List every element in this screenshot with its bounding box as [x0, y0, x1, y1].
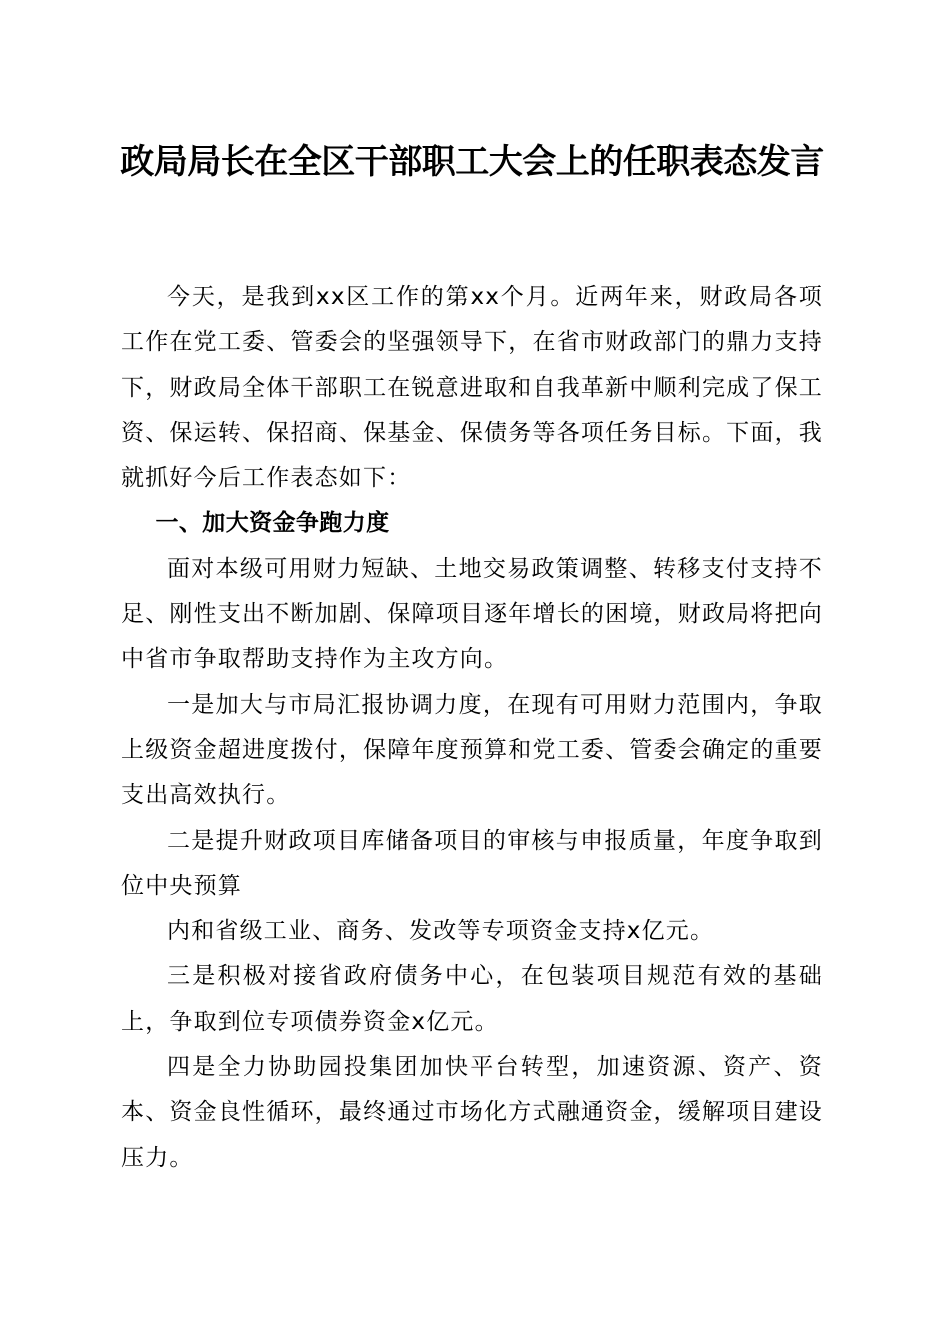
intro-paragraph: 今天，是我到xx区工作的第xx个月。近两年来，财政局各项工作在党工委、管委会的坚强领导下，在省市财政部门的鼎力支持下，财政局全体干部职工在锐意进取和自我革新中顺利完成了保工资、保运转、保招商、保基金、保债务等各项任务目标。下面，我就抓好今后工作表态如下： — [121, 284, 823, 492]
point-2-continuation-paragraph: 内和省级工业、商务、发改等专项资金支持x亿元。 — [167, 918, 715, 945]
point-3-paragraph: 三是积极对接省政府债务中心，在包装项目规范有效的基础上，争取到位专项债券资金x亿元。 — [121, 963, 823, 1035]
point-2-paragraph: 二是提升财政项目库储备项目的审核与申报质量，年度争取到位中央预算 — [121, 827, 823, 899]
section-1-intro-paragraph: 面对本级可用财力短缺、土地交易政策调整、转移支付支持不足、刚性支出不断加剧、保障项目逐年增长的困境，财政局将把向中省市争取帮助支持作为主攻方向。 — [121, 555, 823, 673]
document-body — [121, 275, 823, 1181]
document-title: 政局局长在全区干部职工大会上的任职表态发言 — [120, 142, 824, 182]
point-1-paragraph: 一是加大与市局汇报协调力度，在现有可用财力范围内，争取上级资金超进度拨付，保障年度预算和党工委、管委会确定的重要支出高效执行。 — [121, 691, 823, 809]
point-4-paragraph: 四是全力协助园投集团加快平台转型，加速资源、资产、资本、资金良性循环，最终通过市场化方式融通资金，缓解项目建设压力。 — [121, 1054, 823, 1171]
section-heading-1: 一、加大资金争跑力度 — [155, 510, 390, 537]
